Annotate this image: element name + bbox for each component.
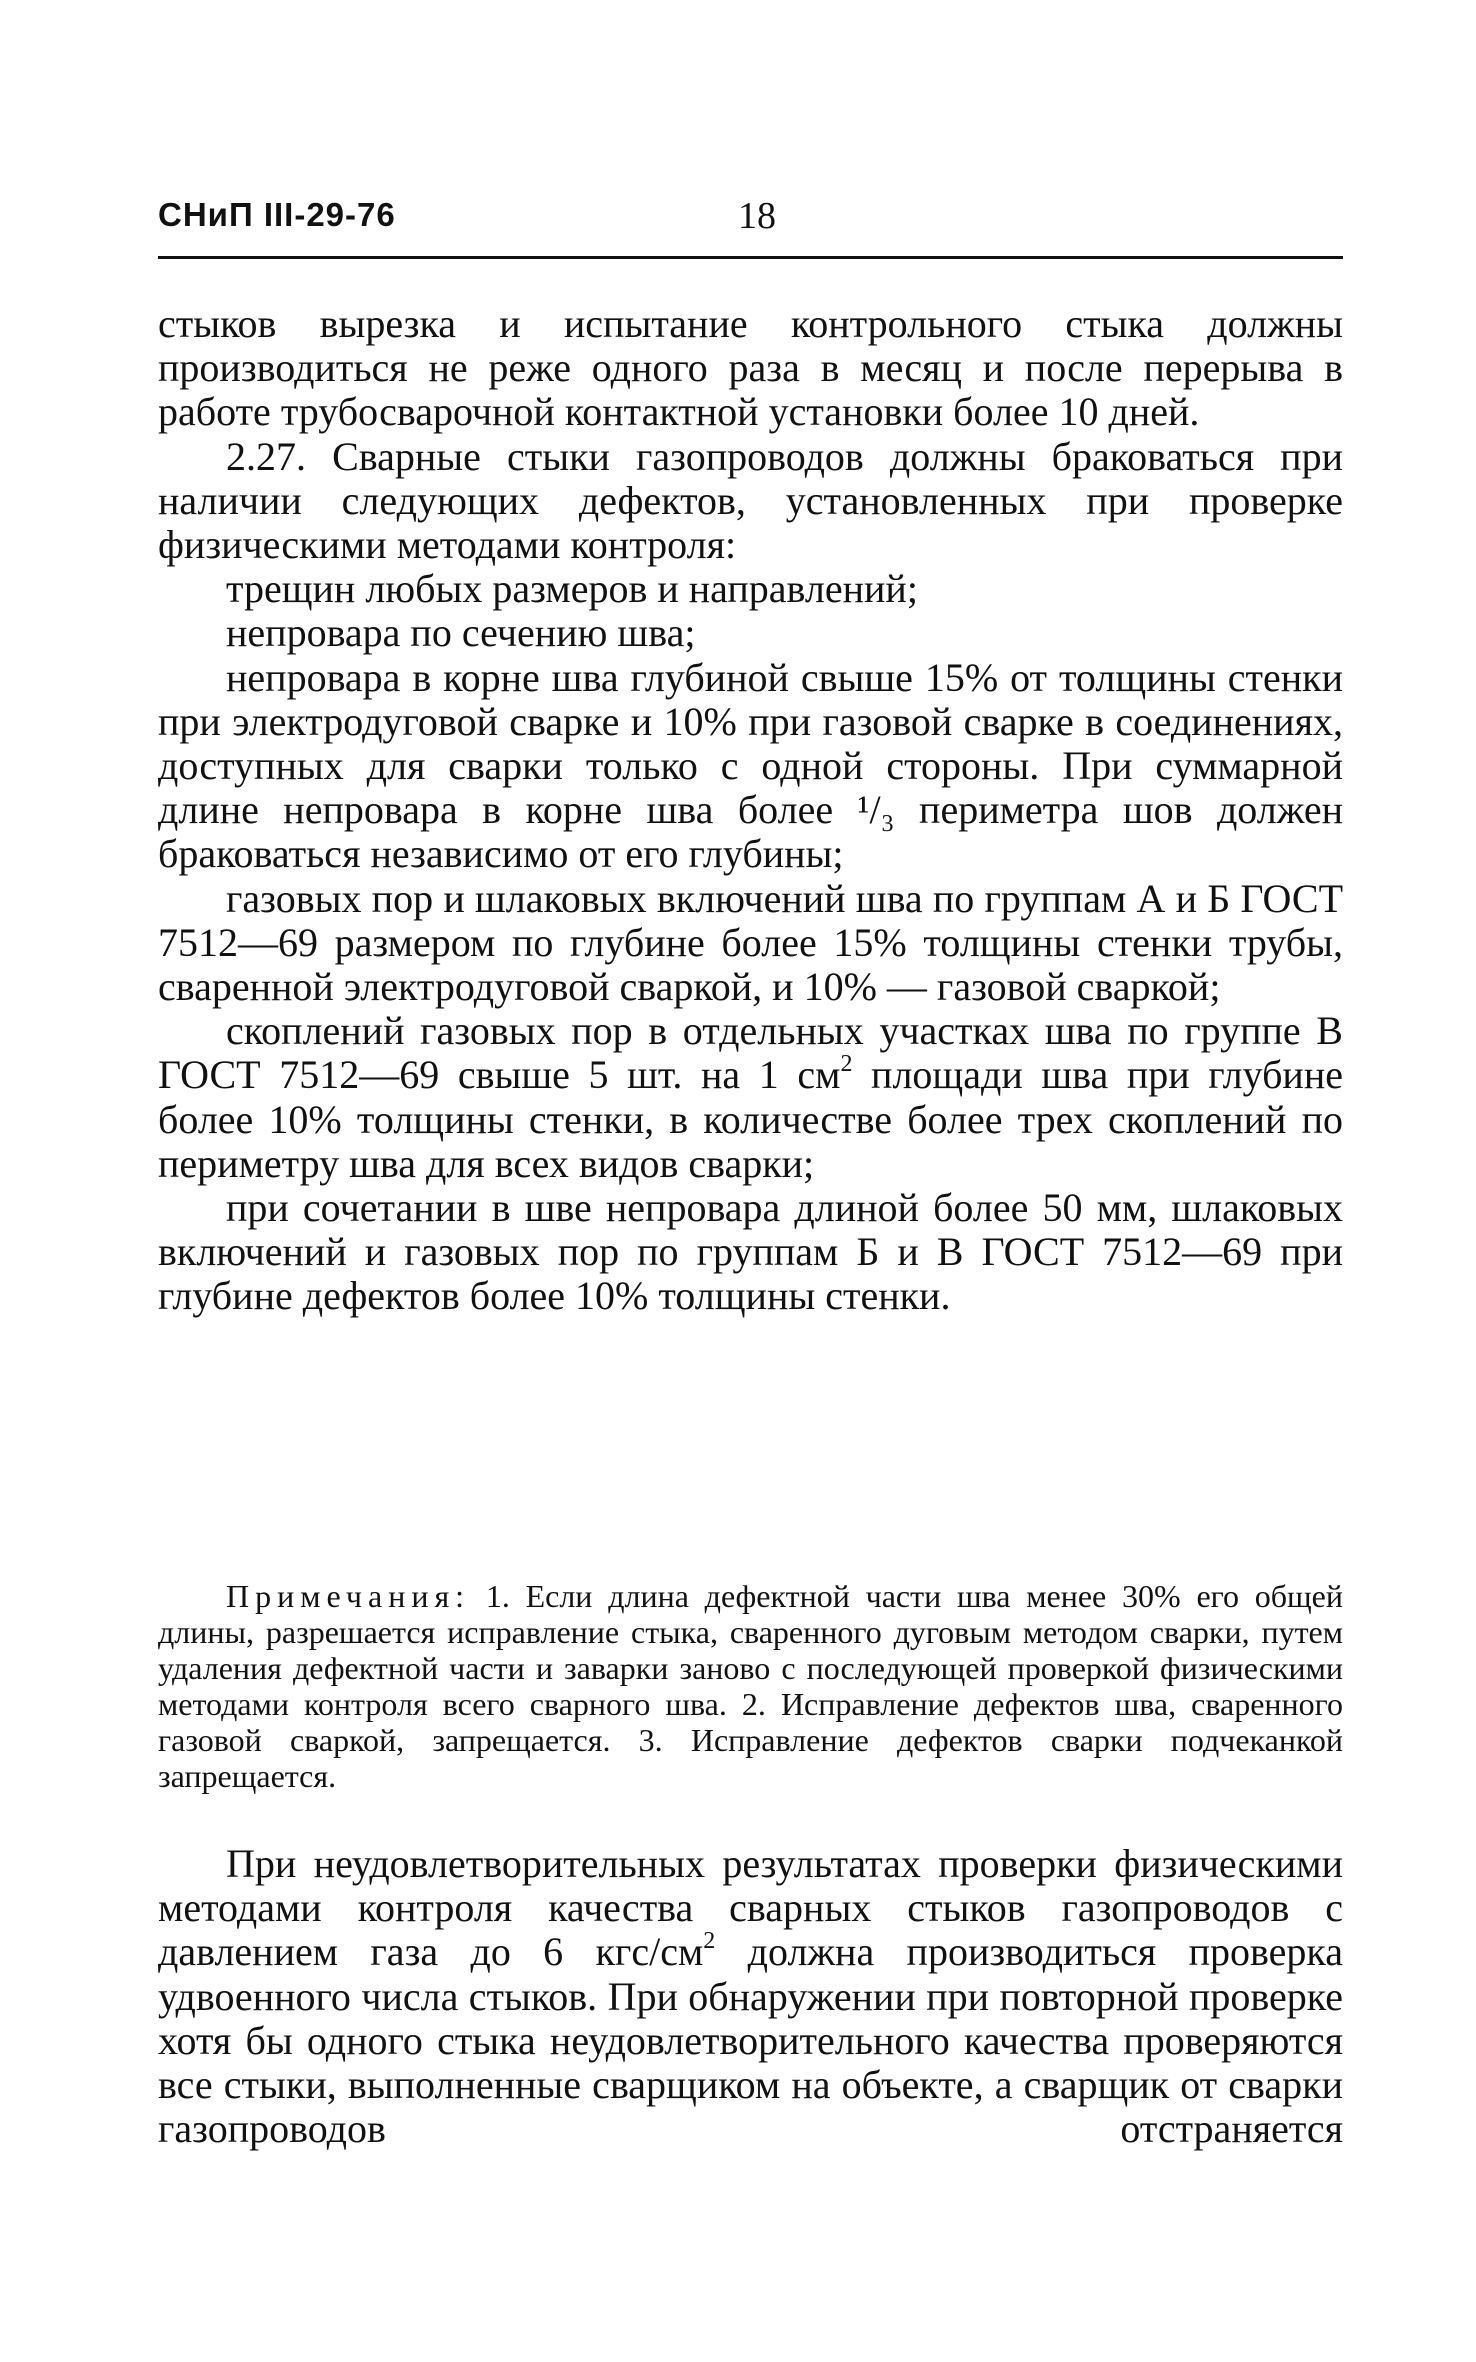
document-code: СНиП III-29-76 (158, 196, 396, 233)
text-fragment: периметра шов должен браковаться независимо от его глубины; (158, 787, 1343, 877)
text-fragment: При неудовлетворительных результатах проверки физическими методами контроля качества сварных стыков газопроводов с давлением газа до 6 кгс/см (158, 1841, 1343, 1975)
list-item-pore-clusters (158, 1009, 1343, 1186)
list-item-lack-of-fusion-section: непровара по сечению шва; (226, 610, 696, 656)
fraction-one-third: ¹/₃ (857, 787, 895, 833)
paragraph-unsatisfactory-results (158, 1842, 1343, 2151)
page-number: 18 (738, 195, 776, 237)
notes-paragraph (158, 1578, 1343, 1794)
paragraph-continuation: стыков вырезка и испытание контрольного стыка должны производиться не реже одного раза в месяц и после перерыва в работе трубосварочной контактной установки более 10 дней. (158, 301, 1343, 435)
text-fragment: непровара в корне шва глубиной свыше 15% от толщины стенки при электродуговой сварке и 10% при газовой сварке в соединениях, доступных для сварки только с одной стороны. При суммарной длине непровара в корне шва более (158, 654, 1343, 833)
notes-label: Примечания: (226, 1578, 471, 1614)
notes-block (158, 1578, 1343, 1794)
list-item-cracks: трещин любых размеров и направлений; (226, 566, 918, 612)
superscript: 2 (840, 1051, 853, 1078)
text-fragment: площади шва при глубине более 10% толщины стенки, в количестве более трех скоплений по периметру шва для всех видов сварки; (158, 1052, 1343, 1186)
body-text (158, 302, 1343, 1319)
list-item-combined-defects: при сочетании в шве непровара длиной более 50 мм, шлаковых включений и газовых пор по группам Б и В ГОСТ 7512—69 при глубине дефектов более 10% толщины стенки. (158, 1185, 1343, 1319)
header-rule (158, 256, 1343, 259)
text-fragment: скоплений газовых пор в отдельных участках шва по группе В ГОСТ 7512—69 свыше 5 шт. на 1 см (158, 1008, 1343, 1098)
list-item-root-lack-of-fusion (158, 656, 1343, 877)
notes-text: 1. Если длина дефектной части шва менее 30% его общей длины, разрешается исправление стыка, сваренного дуговым методом сварки, путем удаления дефектной части и заварки заново с последующей проверкой физическими методами контроля всего сварного шва. 2. Исправление дефектов шва, сваренного газовой сваркой, запрещается. 3. Исправление дефектов сварки подчеканкой запрещается. (158, 1578, 1343, 1794)
superscript: 2 (703, 1928, 716, 1955)
final-paragraph-block (158, 1842, 1343, 2151)
paragraph-clause-2-27: 2.27. Сварные стыки газопроводов должны браковаться при наличии следующих дефектов, установленных при проверке физическими методами контроля: (158, 433, 1343, 568)
list-item-gas-pores: газовых пор и шлаковых включений шва по группам А и Б ГОСТ 7512—69 размером по глубине более 15% толщины стенки трубы, сваренной электродуговой сваркой, и 10% — газовой сваркой; (158, 875, 1343, 1010)
text-fragment: должна производиться проверка удвоенного числа стыков. При обнаружении при повторной проверке хотя бы одного стыка неудовлетворительного качества проверяются все стыки, выполненные сварщиком на объекте, а сварщик от сварки газопроводов отстраняется (158, 1929, 1343, 2152)
